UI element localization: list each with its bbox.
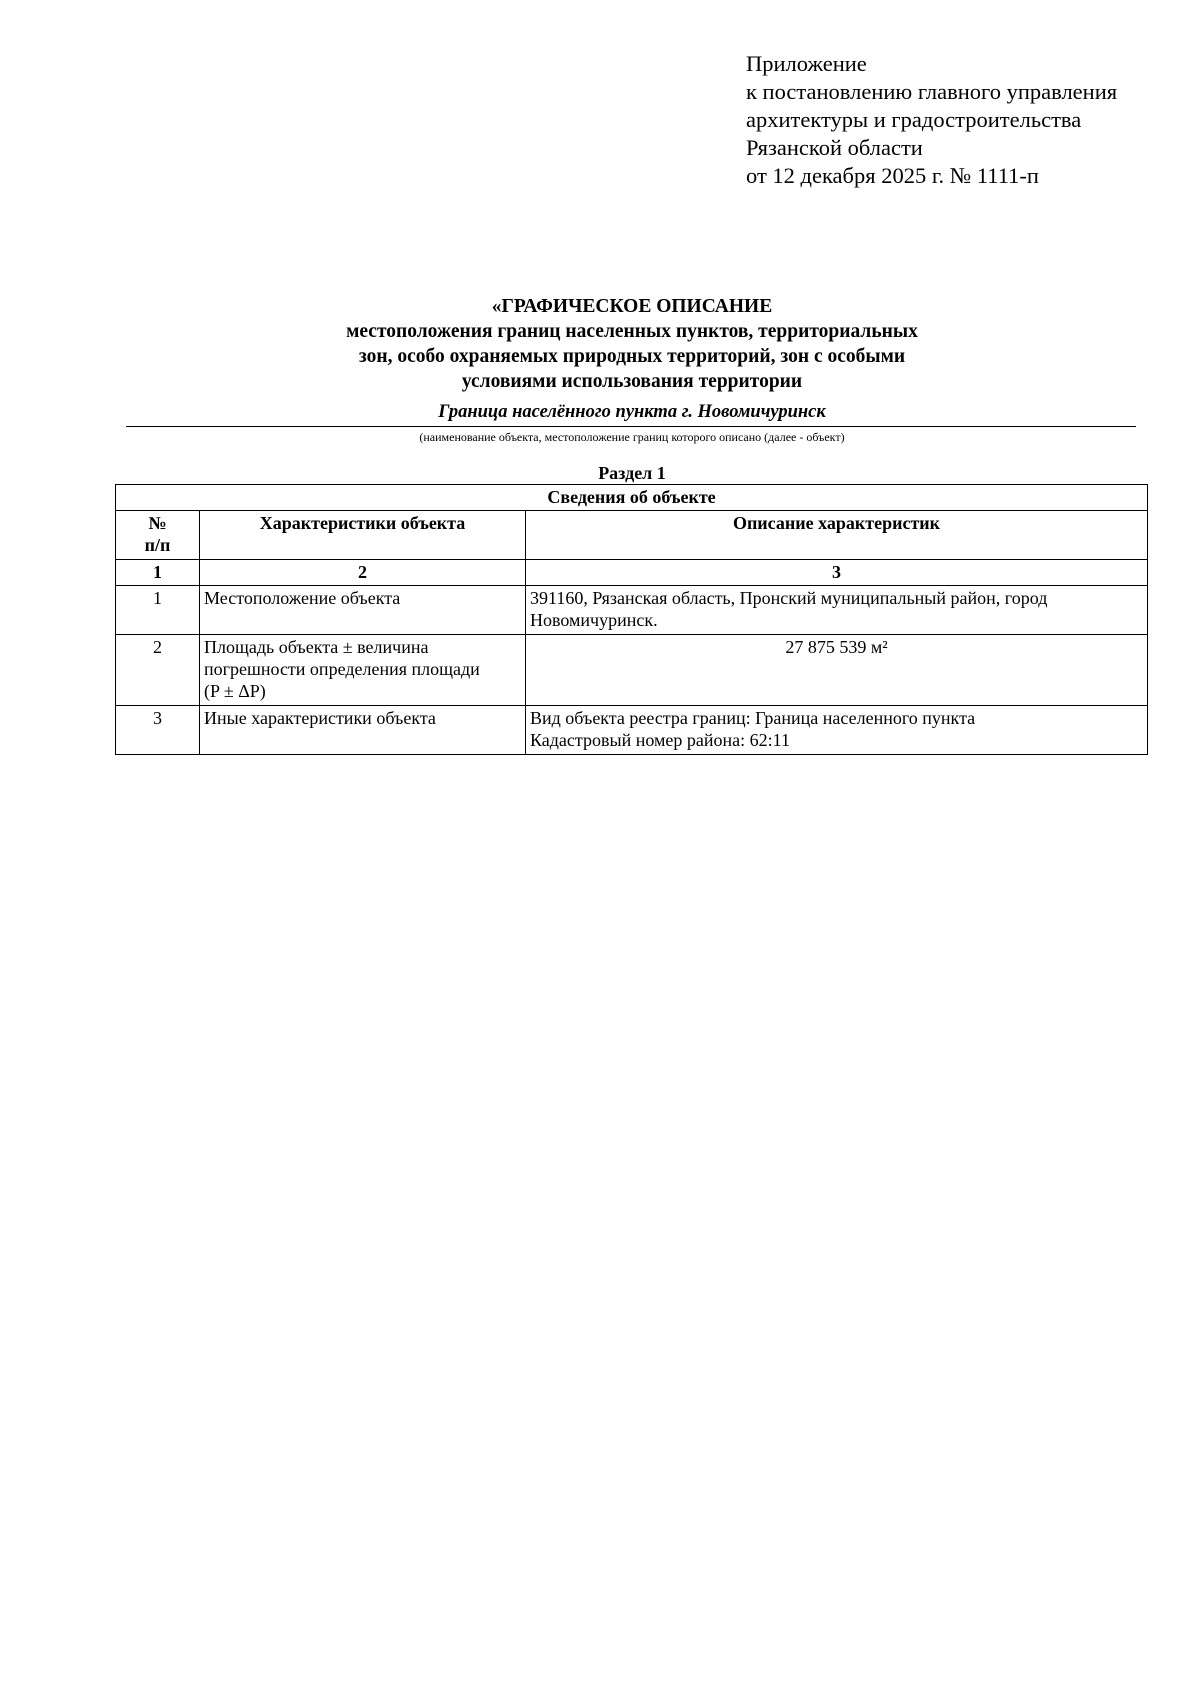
header-num-line1: № xyxy=(148,513,167,533)
column-index: 2 xyxy=(200,560,526,586)
title-line: «ГРАФИЧЕСКОЕ ОПИСАНИЕ xyxy=(491,296,773,317)
row-num: 3 xyxy=(116,706,200,755)
appendix-line: Рязанской области xyxy=(746,135,923,160)
row-num: 1 xyxy=(116,586,200,635)
row-description xyxy=(526,586,1148,635)
column-index-row xyxy=(116,560,1148,586)
appendix-line: к постановлению главного управления xyxy=(746,79,1118,104)
row-description xyxy=(526,706,1148,755)
object-info-table xyxy=(115,484,1148,755)
description-line: Вид объекта реестра границ: Граница населенного пункта xyxy=(530,708,976,728)
characteristic-line: Площадь объекта ± величина xyxy=(204,637,429,657)
row-description-area: 27 875 539 м² xyxy=(526,635,1148,706)
title-line: местоположения границ населенных пунктов, территориальных xyxy=(346,321,918,342)
appendix-line: архитектуры и градостроительства xyxy=(746,107,1082,132)
appendix-block xyxy=(746,50,1117,190)
table-caption: Сведения об объекте xyxy=(116,485,1148,511)
object-name: Граница населённого пункта г. Новомичуринск xyxy=(438,402,826,422)
document-title xyxy=(0,294,1200,394)
column-index: 3 xyxy=(526,560,1148,586)
row-characteristic: Местоположение объекта xyxy=(200,586,526,635)
appendix-line: Приложение xyxy=(746,51,867,76)
table-caption-row xyxy=(116,485,1148,511)
title-line: зон, особо охраняемых природных территорий, зон с особыми xyxy=(358,346,906,367)
table-row xyxy=(116,635,1148,706)
characteristic-line: (P ± ΔP) xyxy=(204,681,266,701)
header-characteristics: Характеристики объекта xyxy=(200,511,526,560)
header-num xyxy=(116,511,200,560)
header-description: Описание характеристик xyxy=(526,511,1148,560)
table-header-row xyxy=(116,511,1148,560)
row-characteristic xyxy=(200,635,526,706)
table-row xyxy=(116,706,1148,755)
column-index: 1 xyxy=(116,560,200,586)
header-num-line2: п/п xyxy=(144,535,171,555)
object-caption: (наименование объекта, местоположение границ которого описано (далее - объект) xyxy=(419,430,845,444)
description-line: Кадастровый номер района: 62:11 xyxy=(530,730,790,750)
table-row xyxy=(116,586,1148,635)
title-line: условиями использования территории xyxy=(461,371,803,392)
row-num: 2 xyxy=(116,635,200,706)
description-line: 391160, Рязанская область, Пронский муниципальный район, город xyxy=(530,588,1048,608)
characteristic-line: погрешности определения площади xyxy=(204,659,480,679)
row-characteristic: Иные характеристики объекта xyxy=(200,706,526,755)
object-underline xyxy=(126,426,1136,427)
appendix-date-line: от 12 декабря 2025 г. № 1111-п xyxy=(746,163,1039,188)
description-line: Новомичуринск. xyxy=(530,610,658,630)
section-title: Раздел 1 xyxy=(598,463,666,483)
